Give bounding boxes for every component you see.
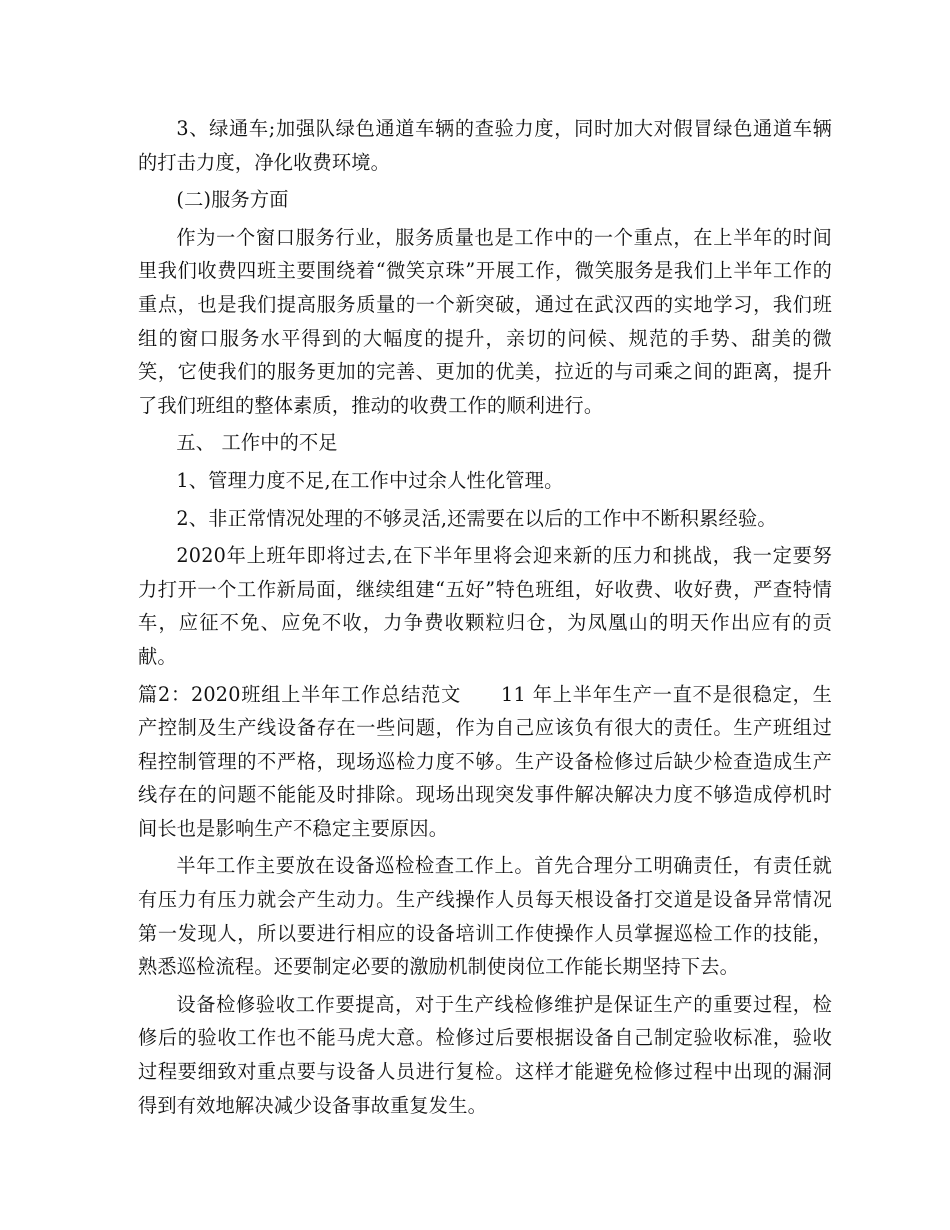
paragraph-inspection: 半年工作主要放在设备巡检检查工作上。首先合理分工明确责任，有责任就有压力有压力就会产生动力。生产线操作人员每天根设备打交道是设备异常情况第一发现人，所以要进行相应的设备培训工作使操作人员掌握巡检工作的技能，熟悉巡检流程。还要制定必要的激励机制使岗位工作能长期坚持下去。 [138,854,832,979]
list-item-abnormal-handling: 2、非正常情况处理的不够灵活,还需要在以后的工作中不断积累经验。 [176,506,777,530]
paragraph-article-2: 篇2：2020班组上半年工作总结范文 11 年上半年生产一直不是很稳定，生产控制及生产线设备存在一些问题，作为自己应该负有很大的责任。生产班组过程控制管理的不严格，现场巡检力度不够。生产设备检修过后缺少检查造成生产线存在的问题不能能及时排除。现场出现突发事件解决解决力度不够造成停机时间长也是影响生产不稳定主要原因。 [138,682,832,840]
paragraph-green-channel: 3、绿通车;加强队绿色通道车辆的查验力度，同时加大对假冒绿色通道车辆的打击力度，净化收费环境。 [138,117,832,174]
list-item-management: 1、管理力度不足,在工作中过余人性化管理。 [176,468,564,492]
heading-shortcomings: 五、 工作中的不足 [176,431,338,455]
paragraph-outlook: 2020年上班年即将过去,在下半年里将会迎来新的压力和挑战，我一定要努力打开一个工作新局面，继续组建“五好”特色班组，好收费、收好费，严查特情车，应征不免、应免不收，力争费收颗粒归仓，为凤凰山的明天作出应有的贡献。 [138,544,832,668]
heading-service: (二)服务方面 [176,188,289,212]
paragraph-acceptance: 设备检修验收工作要提高，对于生产线检修维护是保证生产的重要过程，检修后的验收工作也不能马虎大意。检修过后要根据设备自己制定验收标准，验收过程要细致对重点要与设备人员进行复检。这样才能避免检修过程中出现的漏洞得到有效地解决减少设备事故重复发生。 [138,992,832,1117]
paragraph-service-quality: 作为一个窗口服务行业，服务质量也是工作中的一个重点，在上半年的时间里我们收费四班主要围绕着“微笑京珠”开展工作，微笑服务是我们上半年工作的重点，也是我们提高服务质量的一个新突破，通过在武汉西的实地学习，我们班组的窗口服务水平得到的大幅度的提升，亲切的问候、规范的手势、甜美的微笑，它使我们的服务更加的完善、更加的优美，拉近的与司乘之间的距离，提升了我们班组的整体素质，推动的收费工作的顺利进行。 [138,225,832,417]
